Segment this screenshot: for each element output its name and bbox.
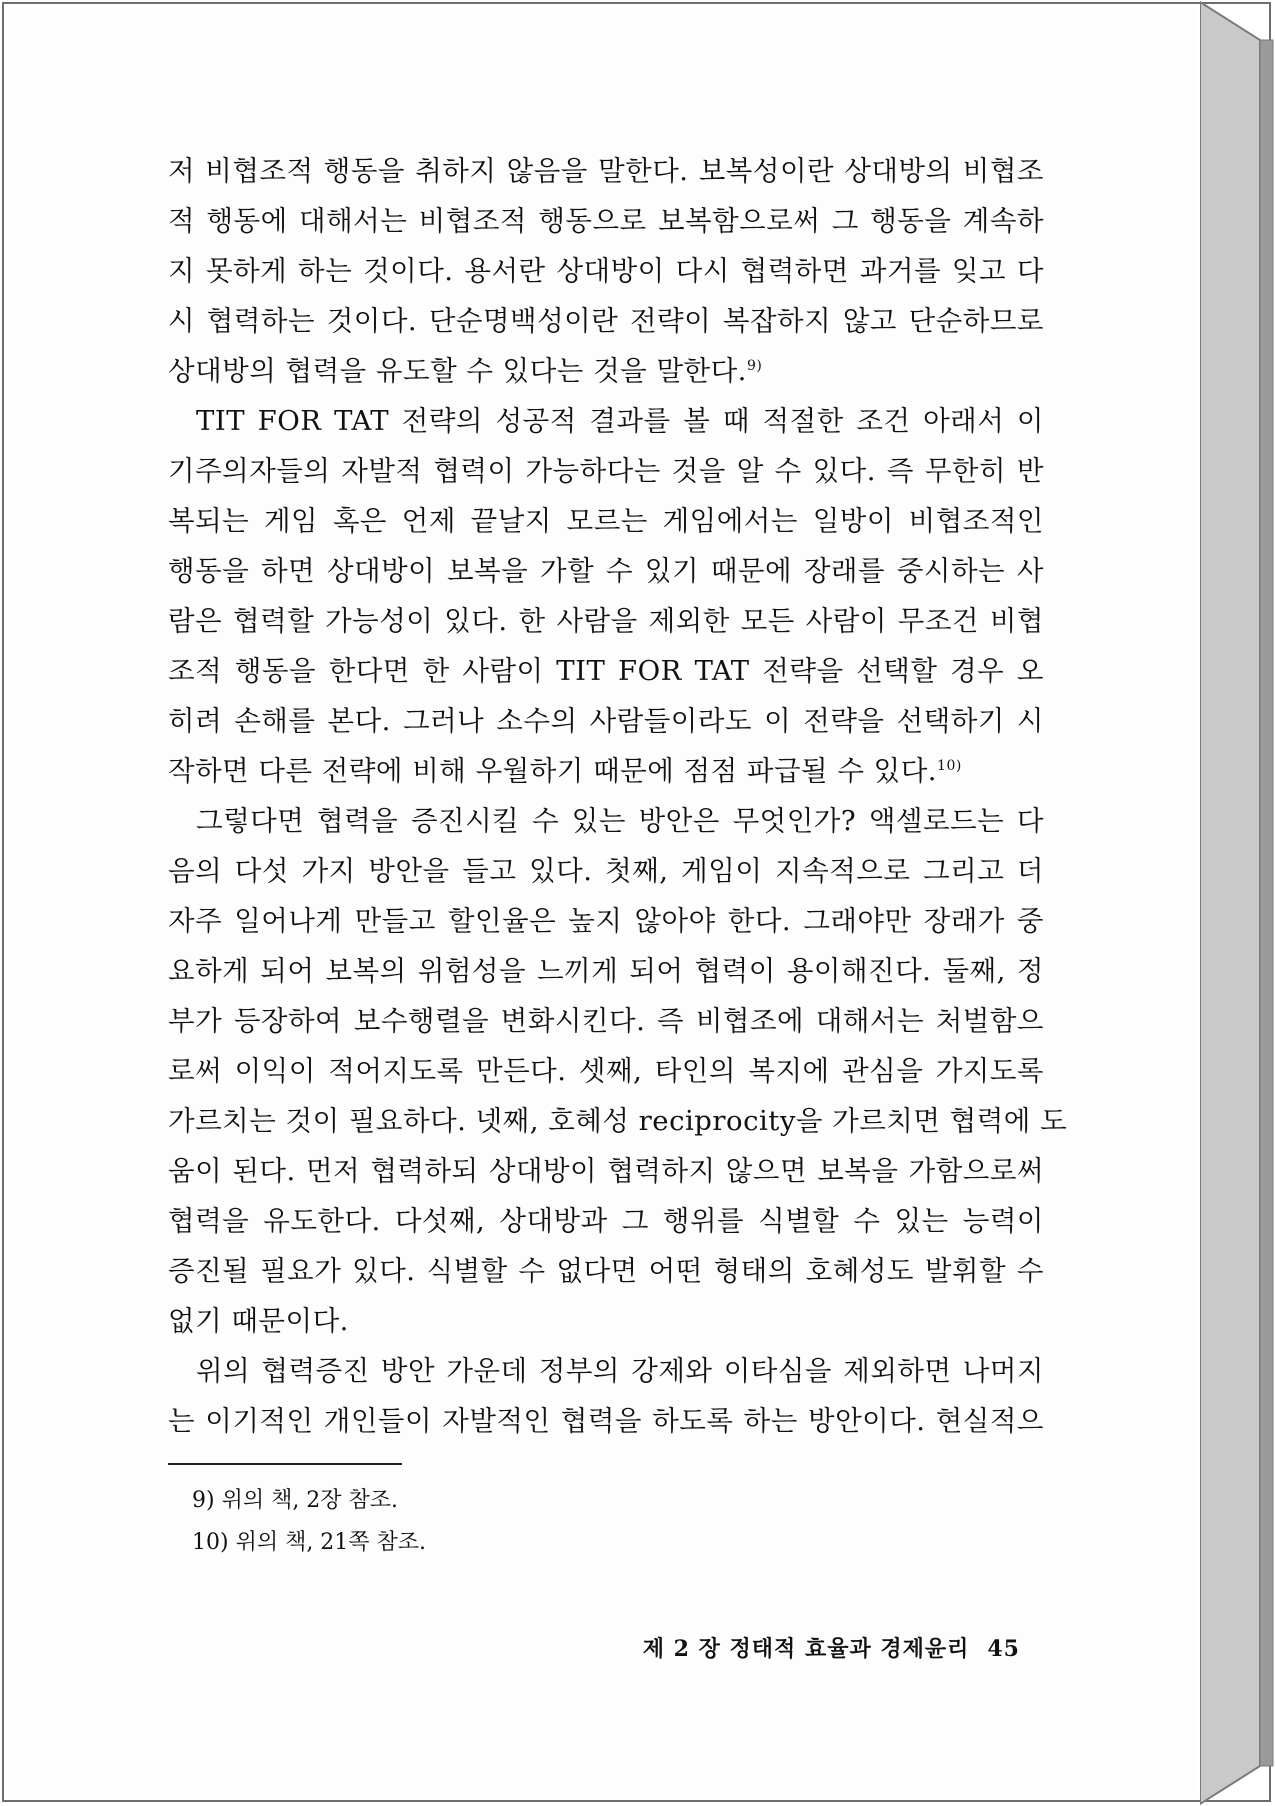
chapter-title: 제 2 장 정태적 효율과 경제윤리 — [642, 1636, 970, 1662]
footnote-10: 10) 위의 책, 21쪽 참조. — [192, 1530, 427, 1555]
text-line: 협력을 유도한다. 다섯째, 상대방과 그 행위를 식별할 수 있는 능력이 — [168, 1205, 1044, 1237]
page-stack-edge — [1200, 0, 1275, 1806]
text-line: 가르치는 것이 필요하다. 넷째, 호혜성 reciprocity을 가르치면 협력에 도 — [168, 1105, 1068, 1137]
text-line: TIT FOR TAT 전략의 성공적 결과를 볼 때 적절한 조건 아래서 이 — [196, 405, 1044, 437]
text-line: 로써 이익이 적어지도록 만든다. 셋째, 타인의 복지에 관심을 가지도록 — [168, 1055, 1044, 1087]
text-line: 람은 협력할 가능성이 있다. 한 사람을 제외한 모든 사람이 무조건 비협 — [168, 605, 1044, 637]
text-line: 지 못하게 하는 것이다. 용서란 상대방이 다시 협력하면 과거를 잊고 다 — [168, 255, 1044, 287]
text-line: 그렇다면 협력을 증진시킬 수 있는 방안은 무엇인가? 액셀로드는 다 — [196, 805, 1044, 837]
text-line: 움이 된다. 먼저 협력하되 상대방이 협력하지 않으면 보복을 가함으로써 — [168, 1155, 1044, 1187]
text-line: 부가 등장하여 보수행렬을 변화시킨다. 즉 비협조에 대해서는 처벌함으 — [168, 1005, 1044, 1037]
running-footer — [620, 1632, 1020, 1663]
text-line: 시 협력하는 것이다. 단순명백성이란 전략이 복잡하지 않고 단순하므로 — [168, 305, 1044, 337]
text-line: 적 행동에 대해서는 비협조적 행동으로 보복함으로써 그 행동을 계속하 — [168, 205, 1044, 237]
text-line: 자주 일어나게 만들고 할인율은 높지 않아야 한다. 그래야만 장래가 중 — [168, 905, 1044, 937]
text-line: 상대방의 협력을 유도할 수 있다는 것을 말한다. — [168, 355, 747, 387]
paragraph-4 — [168, 1346, 1044, 1446]
text-line: 복되는 게임 혹은 언제 끝날지 모르는 게임에서는 일방이 비협조적인 — [168, 505, 1044, 537]
footnote-9: 9) 위의 책, 2장 참조. — [192, 1488, 399, 1513]
text-line: 음의 다섯 가지 방안을 들고 있다. 첫째, 게임이 지속적으로 그리고 더 — [168, 855, 1044, 887]
text-line: 는 이기적인 개인들이 자발적인 협력을 하도록 하는 방안이다. 현실적으 — [168, 1405, 1044, 1437]
text-line-with-note — [168, 346, 1044, 396]
footnotes — [192, 1480, 426, 1564]
text-line-with-note — [168, 746, 1044, 796]
footnote-rule — [168, 1463, 402, 1465]
text-line: 작하면 다른 전략에 비해 우월하기 때문에 점점 파급될 수 있다. — [168, 755, 938, 787]
body-text — [168, 146, 1068, 1446]
text-line: 조적 행동을 한다면 한 사람이 TIT FOR TAT 전략을 선택할 경우 오 — [168, 655, 1044, 687]
text-line: 히려 손해를 본다. 그러나 소수의 사람들이라도 이 전략을 선택하기 시 — [168, 705, 1044, 737]
paragraph-1 — [168, 146, 1044, 396]
paragraph-2 — [168, 396, 1044, 796]
text-line: 기주의자들의 자발적 협력이 가능하다는 것을 알 수 있다. 즉 무한히 반 — [168, 455, 1044, 487]
text-line: 요하게 되어 보복의 위험성을 느끼게 되어 협력이 용이해진다. 둘째, 정 — [168, 955, 1044, 987]
text-line: 없기 때문이다. — [168, 1305, 349, 1337]
footnote-marker: 9) — [746, 357, 763, 374]
page-number: 45 — [987, 1636, 1020, 1662]
text-line: 행동을 하면 상대방이 보복을 가할 수 있기 때문에 장래를 중시하는 사 — [168, 555, 1044, 587]
paragraph-3 — [168, 796, 1068, 1346]
text-line: 위의 협력증진 방안 가운데 정부의 강제와 이타심을 제외하면 나머지 — [196, 1355, 1044, 1387]
text-line: 증진될 필요가 있다. 식별할 수 없다면 어떤 형태의 호혜성도 발휘할 수 — [168, 1255, 1044, 1287]
text-line: 저 비협조적 행동을 취하지 않음을 말한다. 보복성이란 상대방의 비협조 — [168, 155, 1044, 187]
footnote-marker: 10) — [937, 757, 962, 774]
